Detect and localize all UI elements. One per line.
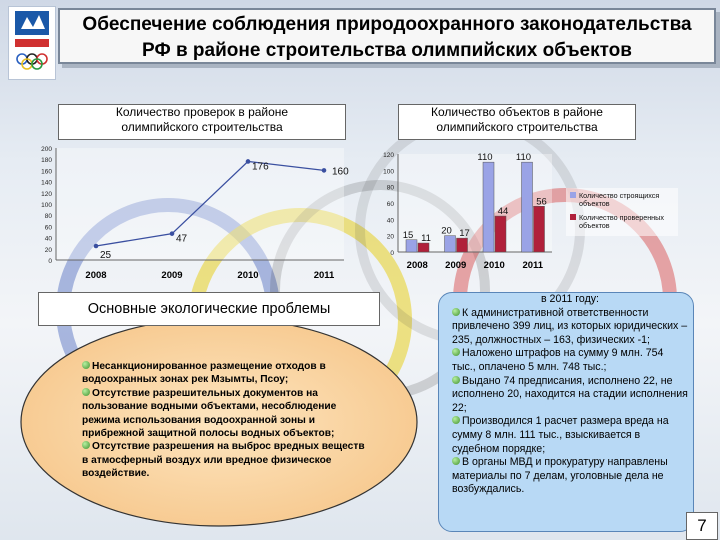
x-tick-label: 2009 — [445, 260, 467, 271]
sochi-2014-logo — [8, 6, 56, 80]
bar — [495, 216, 506, 252]
y-tick-label: 0 — [48, 258, 52, 265]
bar — [457, 238, 468, 252]
objects-bar-chart — [372, 150, 684, 276]
legend-label: Количество строящихся объектов — [579, 191, 660, 208]
left-caption-line-1: Количество проверок в районе — [115, 105, 289, 119]
problem-item: Отсутствие разрешения на выброс вредных веществ в атмосферный воздух или вредное физическое воздействие. — [82, 441, 365, 480]
x-tick-label: 2010 — [483, 260, 505, 271]
bar-value-label: 110 — [477, 152, 493, 164]
legend-swatch — [570, 192, 576, 198]
bullet-icon — [452, 308, 460, 316]
right-caption-line-1: Количество объектов в районе — [431, 105, 603, 119]
bar-value-label: 110 — [515, 152, 532, 164]
y-tick-label: 160 — [41, 168, 52, 176]
y-tick-label: 100 — [383, 168, 394, 176]
inspections-line-chart — [28, 140, 358, 288]
bar — [418, 243, 429, 252]
data-label: 160 — [332, 166, 349, 178]
sochi-2014-logo-icon — [9, 7, 55, 79]
data-point — [322, 168, 327, 173]
bullet-icon — [82, 361, 90, 369]
result-item: Выдано 74 предписания, исполнено 22, не исполнено 20, находится на стадии исполнения 22; — [452, 374, 688, 414]
y-tick-label: 60 — [386, 201, 394, 208]
slide-title — [58, 8, 716, 64]
page-number: 7 — [686, 512, 718, 540]
plot-area — [56, 148, 344, 260]
problems-list — [82, 360, 368, 481]
left-caption-line-2: олимпийского строительства — [121, 120, 283, 134]
y-tick-label: 20 — [386, 233, 394, 241]
x-tick-label: 2011 — [313, 270, 335, 281]
bar — [522, 162, 533, 252]
data-point — [246, 159, 251, 164]
y-tick-label: 20 — [44, 246, 52, 254]
data-point — [170, 231, 175, 236]
x-tick-label: 2009 — [161, 270, 183, 281]
y-tick-label: 140 — [41, 179, 52, 187]
problem-item: Несанкционированное размещение отходов в водоохранных зонах рек Мзымты, Псоу; — [82, 361, 326, 386]
bullet-icon — [452, 457, 460, 465]
bullet-icon — [452, 348, 460, 356]
problems-heading: Основные экологические проблемы — [38, 292, 380, 326]
bar-value-label: 15 — [402, 229, 414, 241]
bar-value-label: 17 — [459, 228, 470, 240]
bullet-icon — [82, 388, 90, 396]
results-list — [452, 293, 688, 497]
right-chart-caption — [398, 104, 636, 140]
legend-swatch — [570, 214, 576, 220]
result-item: В органы МВД и прокуратуру направлены материалы по 7 делам, уголовные дела не возбуждались. — [452, 456, 668, 496]
y-tick-label: 100 — [41, 202, 52, 209]
bar — [445, 236, 456, 252]
bullet-icon — [452, 376, 460, 384]
legend-label: Количество проверенных объектов — [579, 213, 664, 230]
result-item: Наложено штрафов на сумму 9 млн. 754 тыс., оплачено 5 млн. 748 тыс.; — [452, 347, 664, 373]
y-tick-label: 120 — [41, 190, 52, 198]
bar-value-label: 11 — [421, 233, 431, 245]
problem-item: Отсутствие разрешительных документов на пользование водными объектами, несоблюдение режима использования водоохранной зоны и прибрежной защитной полосы водных объектов; — [82, 387, 337, 440]
x-tick-label: 2008 — [85, 270, 107, 281]
bullet-icon — [452, 416, 460, 424]
y-tick-label: 40 — [386, 217, 394, 225]
x-tick-label: 2008 — [406, 260, 428, 271]
data-label: 176 — [252, 161, 269, 173]
y-tick-label: 0 — [390, 250, 394, 257]
title-line-2: РФ в районе строительства олимпийских объектов — [142, 40, 632, 61]
bar-value-label: 20 — [441, 225, 452, 237]
y-tick-label: 120 — [383, 152, 394, 159]
left-chart-caption — [58, 104, 346, 140]
bar — [483, 162, 494, 252]
x-tick-label: 2010 — [237, 270, 259, 281]
y-tick-label: 60 — [44, 224, 52, 232]
data-label: 25 — [100, 250, 112, 261]
y-tick-label: 180 — [41, 157, 52, 165]
bullet-icon — [82, 441, 90, 449]
data-point — [94, 244, 99, 249]
result-item: Производился 1 расчет размера вреда на сумму 8 млн. 111 тыс., взыскивается в судебном порядке; — [452, 415, 669, 455]
bar-value-label: 44 — [497, 206, 509, 218]
y-tick-label: 40 — [44, 235, 52, 243]
y-tick-label: 80 — [44, 213, 52, 221]
y-tick-label: 200 — [41, 146, 52, 153]
bar — [406, 240, 417, 252]
bar — [534, 206, 545, 252]
title-line-1: Обеспечение соблюдения природоохранного законодательства — [82, 14, 692, 35]
right-caption-line-2: олимпийского строительства — [436, 120, 598, 134]
x-tick-label: 2011 — [522, 260, 544, 271]
bar-value-label: 56 — [536, 196, 547, 208]
result-item: К административной ответственности привлечено 399 лиц, из которых юридических – 235, должностных – 163, физических -1; — [452, 306, 688, 346]
results-heading: в 2011 году: — [540, 293, 599, 305]
y-tick-label: 80 — [386, 184, 394, 192]
data-label: 47 — [176, 233, 188, 245]
